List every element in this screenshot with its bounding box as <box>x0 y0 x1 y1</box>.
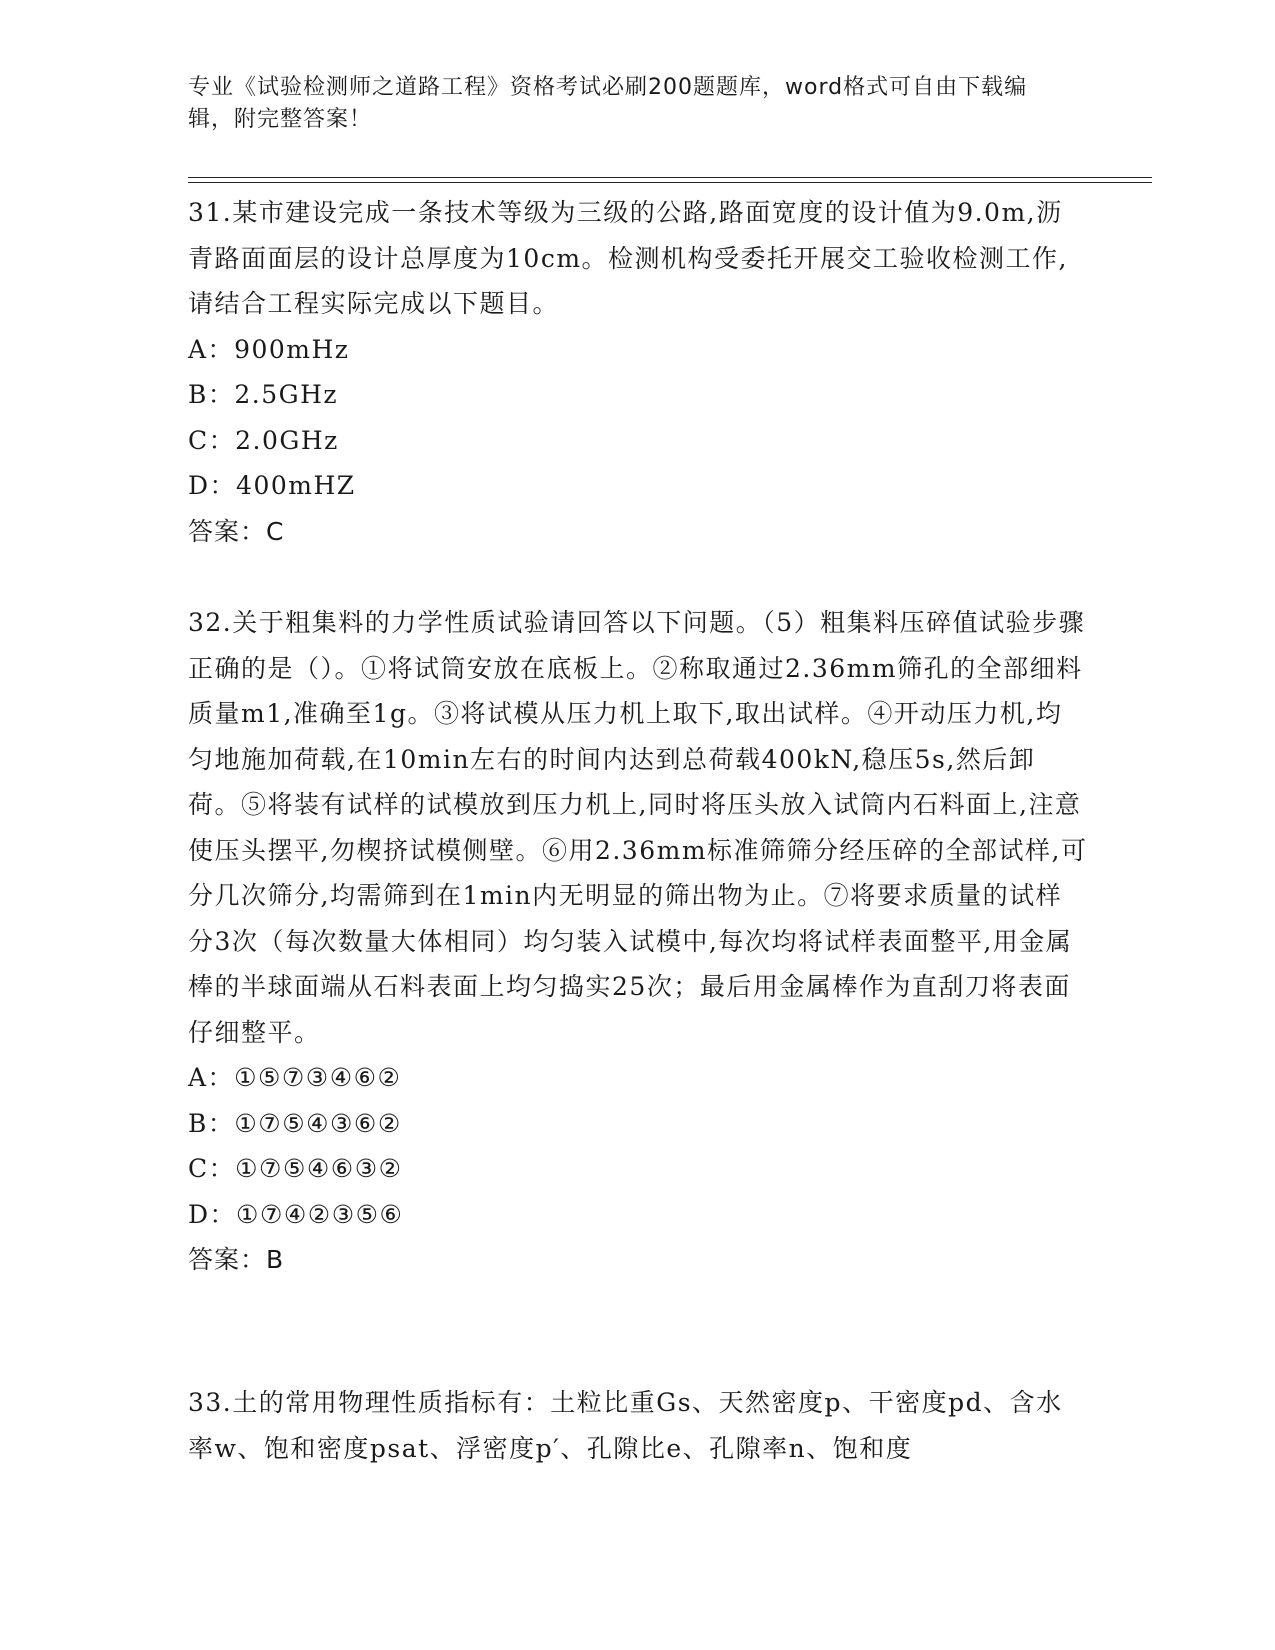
option-b <box>188 372 1088 418</box>
option-letter: A： <box>188 1063 235 1092</box>
question-stem: 31.某市建设完成一条技术等级为三级的公路,路面宽度的设计值为9.0m,沥青路面面层的设计总厚度为10cm。检测机构受委托开展交工验收检测工作,请结合工程实际完成以下题目。 <box>188 198 1068 318</box>
option-letter: D： <box>188 471 237 500</box>
option-c <box>188 1146 1088 1192</box>
option-a <box>188 327 1088 373</box>
option-text: ①⑦④②③⑤⑥ <box>236 1199 404 1229</box>
option-letter: B： <box>188 380 235 409</box>
option-text: 2.0GHz <box>235 425 339 455</box>
option-letter: B： <box>188 1108 235 1138</box>
option-letter: D： <box>188 1199 237 1229</box>
answer: 答案：C <box>188 516 285 546</box>
option-d <box>188 1192 1088 1238</box>
header-divider-bottom <box>188 182 1152 183</box>
option-text: ①⑦⑤④③⑥② <box>234 1108 402 1138</box>
option-text: 900mHz <box>234 334 350 364</box>
question-31 <box>188 190 1088 554</box>
document-header: 专业《试验检测师之道路工程》资格考试必刷200题题库，word格式可自由下载编辑，附完整答案！ <box>188 75 1028 132</box>
option-letter: C： <box>188 425 236 455</box>
option-letter: C： <box>188 1154 236 1183</box>
answer: 答案：B <box>188 1245 285 1274</box>
header-divider-top <box>188 177 1152 178</box>
option-text: ①⑤⑦③④⑥② <box>234 1063 402 1092</box>
option-text: 400mHZ <box>236 471 356 500</box>
option-b <box>188 1101 1088 1147</box>
question-stem: 33.土的常用物理性质指标有：土粒比重Gs、天然密度p、干密度pd、含水率w、饱和密度psat、浮密度p′、孔隙比e、孔隙率n、饱和度 <box>188 1388 1063 1463</box>
option-letter: A： <box>188 334 235 364</box>
option-text: 2.5GHz <box>234 380 339 409</box>
option-text: ①⑦⑤④⑥③② <box>235 1154 403 1183</box>
question-33 <box>188 1380 1088 1471</box>
question-32 <box>188 600 1088 1283</box>
option-d <box>188 463 1088 509</box>
option-a <box>188 1055 1088 1101</box>
question-stem: 32.关于粗集料的力学性质试验请回答以下问题。（5）粗集料压碎值试验步骤正确的是（）。①将试筒安放在底板上。②称取通过2.36mm筛孔的全部细料质量m1,准确至1g。③将试模从压力机上取下,取出试样。④开动压力机,均匀地施加荷载,在10min左右的时间内达到总荷载400kN,稳压5s,然后卸荷。⑤将装有试样的试模放到压力机上,同时将压头放入试筒内石料面上,注意使压头摆平,勿楔挤试模侧壁。⑥用2.36mm标准筛筛分经压碎的全部试样,可分几次筛分,均需筛到在1min内无明显的筛出物为止。⑦将要求质量的试样分3次（每次数量大体相同）均匀装入试模中,每次均将试样表面整平,用金属棒的半球面端从石料表面上均匀捣实25次；最后用金属棒作为直刮刀将表面仔细整平。 <box>188 608 1088 1047</box>
option-c <box>188 418 1088 464</box>
